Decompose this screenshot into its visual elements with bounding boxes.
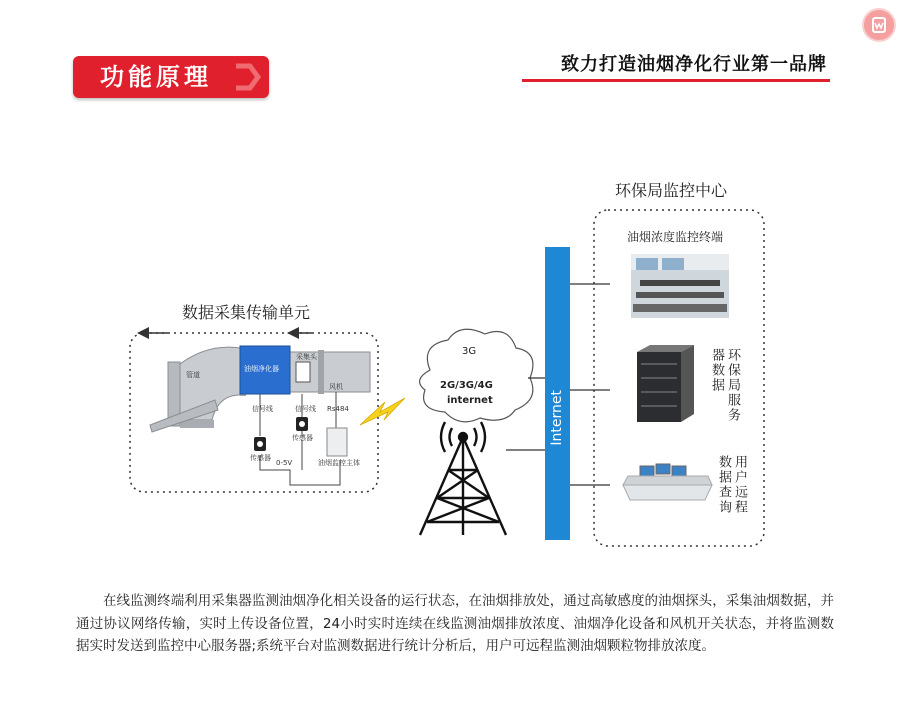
sensor-label-1: 传感器 (250, 454, 271, 462)
cloud-label-networks: 2G/3G/4G (440, 380, 493, 391)
sensor-label-2: 传感器 (292, 434, 313, 442)
duct-label: 管道 (186, 371, 200, 379)
cloud-label-internet: internet (447, 395, 493, 406)
monitor-center-title: 环保局监控中心 (615, 181, 728, 200)
signal-line-label-1: 信号线 (252, 405, 273, 413)
console-icon (623, 464, 712, 500)
slogan: 致力打造油烟净化行业第一品牌 (561, 54, 827, 75)
purifier-label: 油烟净化器 (244, 365, 279, 373)
fan-label: 风机 (329, 383, 343, 391)
collector-box (296, 362, 310, 382)
section-title: 功能原理 (100, 63, 212, 91)
internet-bar-label: Internet (549, 390, 565, 446)
sensor-icon-2 (296, 417, 308, 431)
remote-query-label: 用户远程数据查询 (716, 455, 747, 515)
server-icon (637, 345, 694, 422)
signal-line-label-2: 信号线 (295, 405, 316, 413)
monitor-host-label: 油烟监控主体 (318, 459, 360, 467)
lightning-icon (360, 398, 405, 425)
collection-unit-title: 数据采集传输单元 (182, 303, 311, 322)
monitor-terminal-label: 油烟浓度监控终端 (627, 230, 724, 244)
server-label: 环保局服务器数据 (709, 348, 740, 423)
description-paragraph: 在线监测终端利用采集器监测油烟净化相关设备的运行状态，在油烟排放处，通过高敏感度的油烟探头，采集油烟数据，并通过协议网络传输，实时上传设备位置，24小时实时连续在线监测油烟排放浓度、油烟净化设备和风机开关状态，并将监测数据实时发送到监控中心服务器;系统平台对监测数据进行统计分析后，用户可远程监测油烟颗粒物排放浓度。 (76, 593, 834, 654)
monitor-host-box (327, 428, 347, 456)
monitoring-room-image (631, 254, 729, 318)
voltage-label: 0-5V (276, 459, 293, 467)
rs485-label: Rs484 (327, 405, 349, 413)
collector-label: 采集头 (296, 353, 317, 361)
cloud-label-3g: 3G (462, 346, 477, 357)
cloud-icon (420, 329, 533, 422)
sensor-icon-1 (254, 437, 266, 451)
tower-icon (420, 422, 506, 535)
